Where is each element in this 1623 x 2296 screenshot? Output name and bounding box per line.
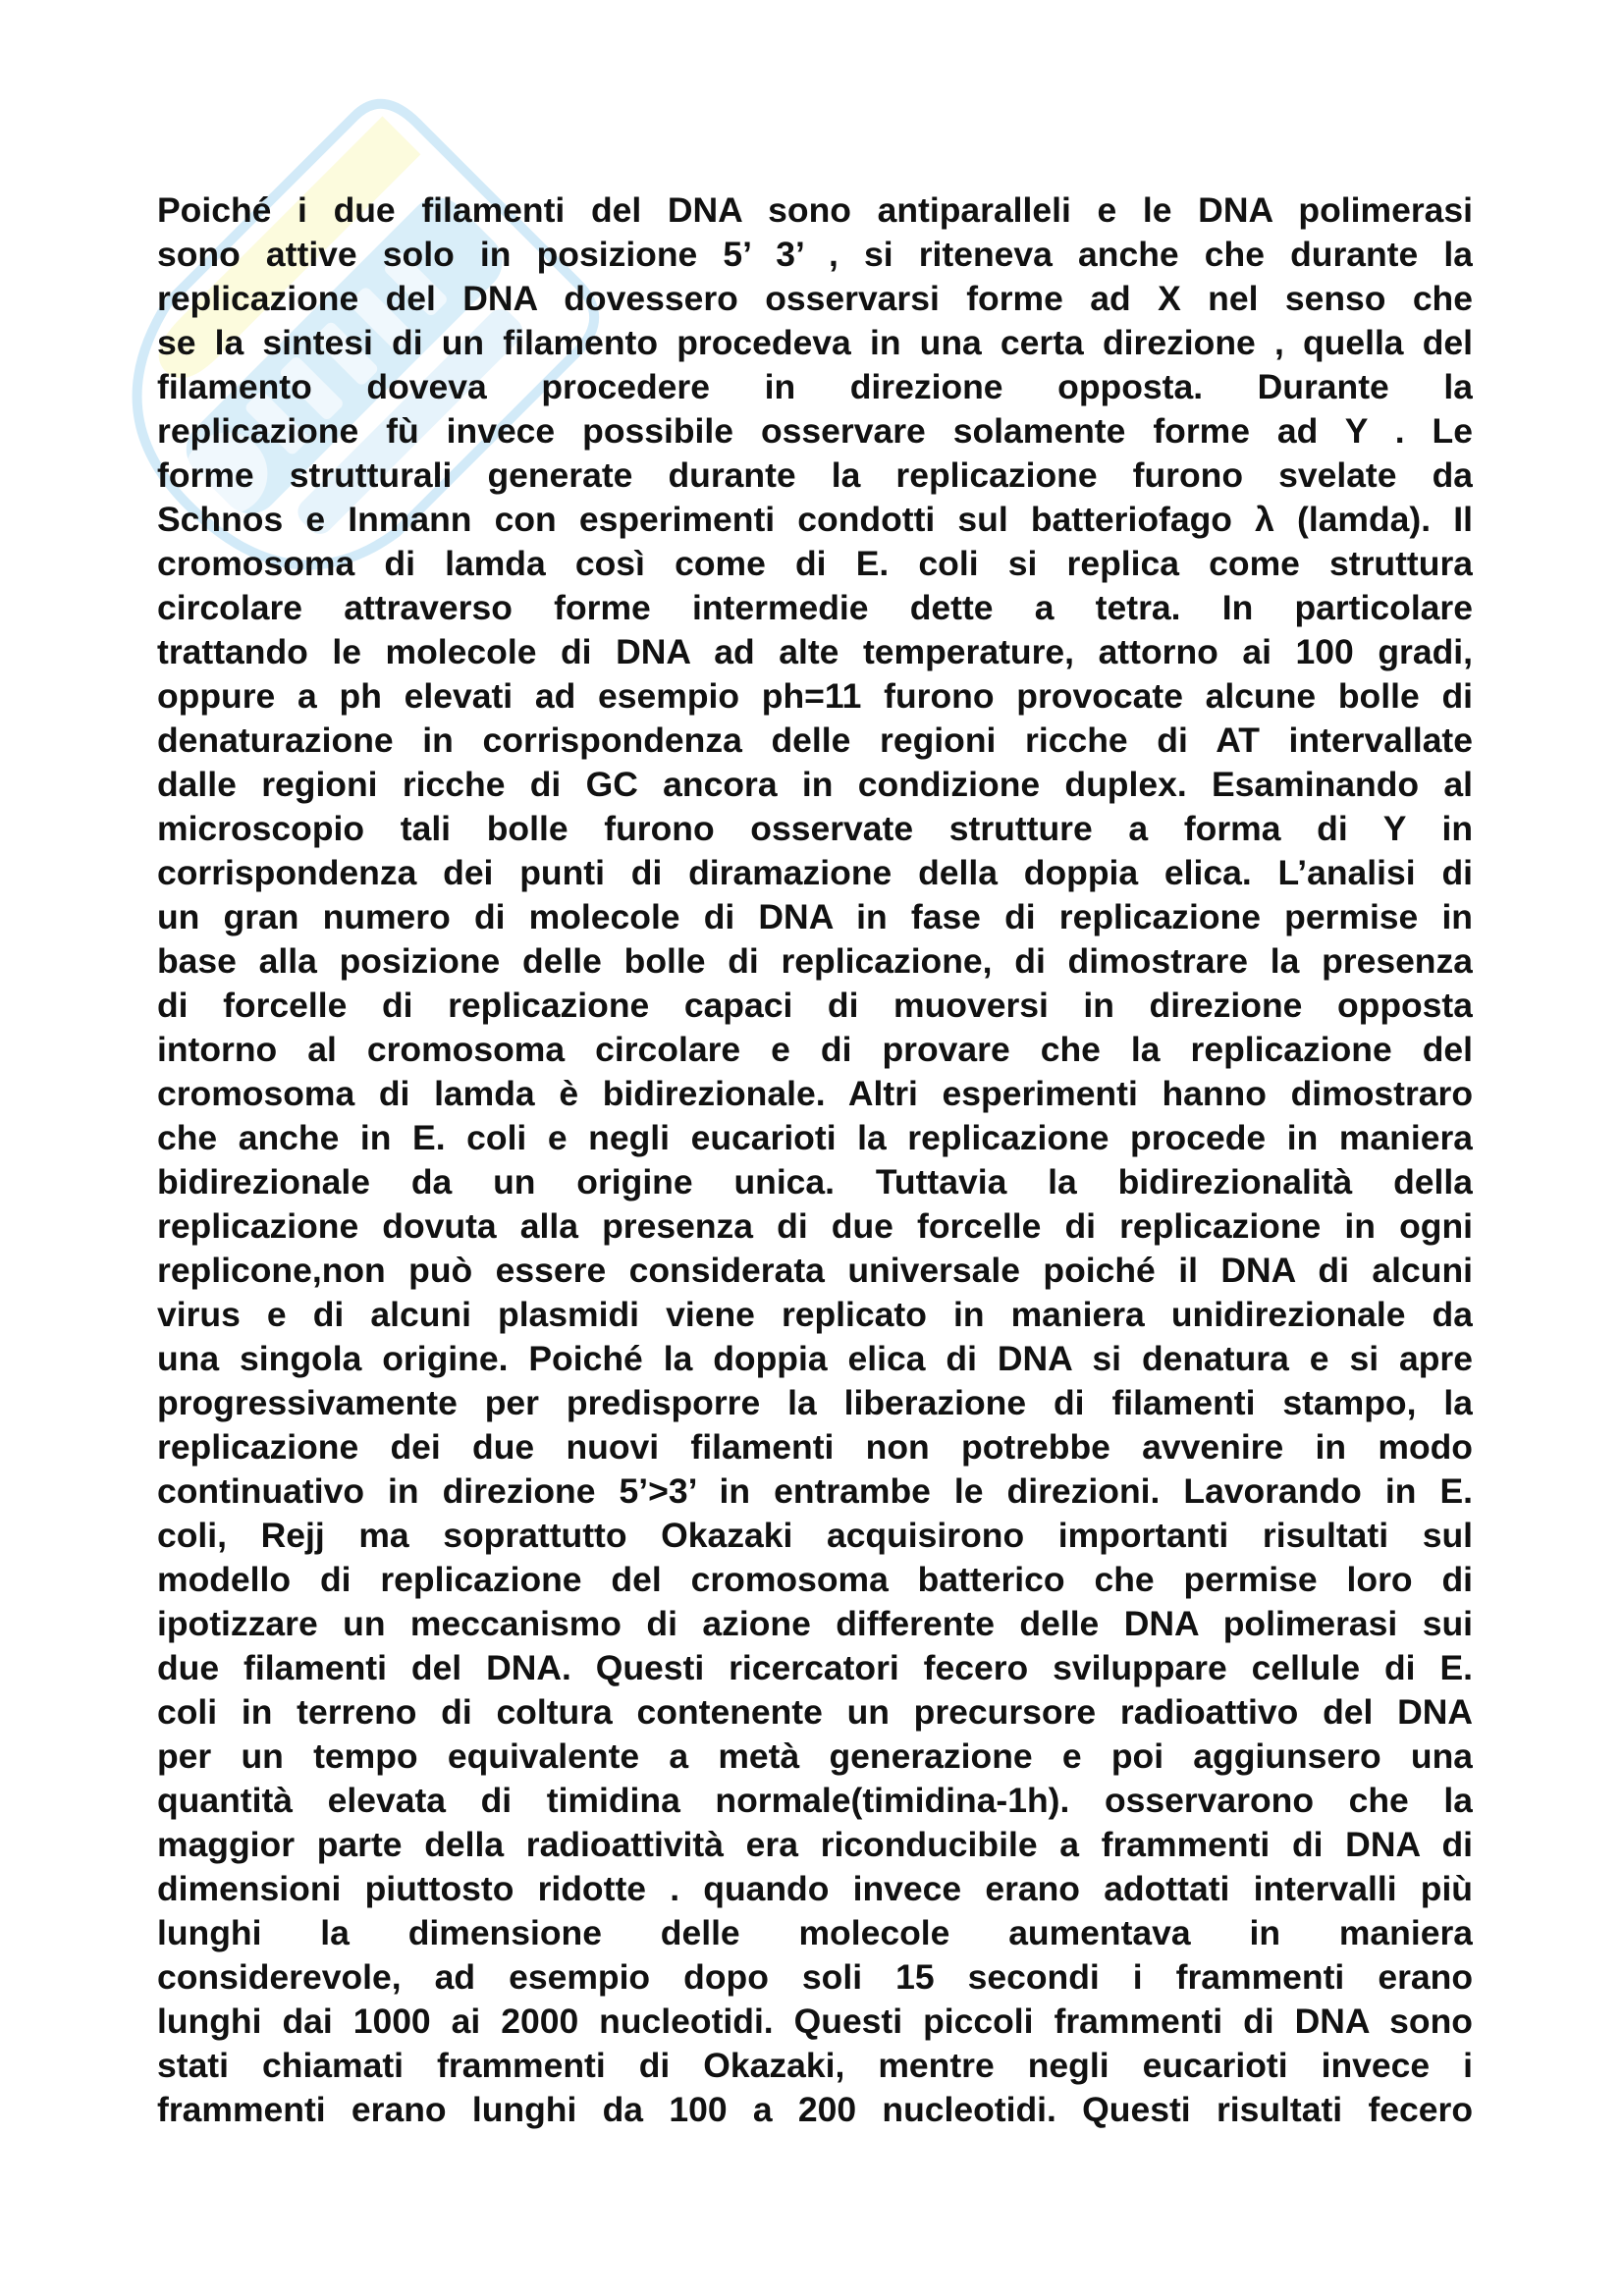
text-line: oppure a ph elevati ad esempio ph=11 furono provocate alcune bolle di [157, 676, 1473, 716]
text-line: denaturazione in corrispondenza delle regioni ricche di AT intervallate [157, 721, 1473, 760]
text-line: cromosoma di lamda è bidirezionale. Altri esperimenti hanno dimostraro [157, 1074, 1473, 1113]
text-line: forme strutturali generate durante la replicazione furono svelate da [157, 455, 1473, 495]
text-line: trattando le molecole di DNA ad alte temperature, attorno ai 100 gradi, [157, 632, 1473, 671]
body-text [157, 188, 1473, 2132]
text-line: che anche in E. coli e negli eucarioti la replicazione procede in maniera [157, 1118, 1473, 1157]
text-line: replicazione fù invece possibile osservare solamente forme ad Y . Le [157, 411, 1473, 451]
text-line: cromosoma di lamda così come di E. coli si replica come struttura [157, 544, 1473, 583]
text-line: per un tempo equivalente a metà generazione e poi aggiunsero una [157, 1736, 1473, 1776]
text-line: dimensioni piuttosto ridotte . quando invece erano adottati intervalli più [157, 1869, 1473, 1908]
text-line: intorno al cromosoma circolare e di provare che la replicazione del [157, 1030, 1473, 1069]
text-line: due filamenti del DNA. Questi ricercatori fecero sviluppare cellule di E. [157, 1648, 1473, 1687]
text-line: continuativo in direzione 5’>3’ in entrambe le direzioni. Lavorando in E. [157, 1471, 1473, 1511]
text-line: replicazione dei due nuovi filamenti non potrebbe avvenire in modo [157, 1427, 1473, 1467]
text-line: base alla posizione delle bolle di replicazione, di dimostrare la presenza [157, 941, 1473, 981]
text-line: dalle regioni ricche di GC ancora in condizione duplex. Esaminando al [157, 765, 1473, 804]
text-line: circolare attraverso forme intermedie dette a tetra. In particolare [157, 588, 1473, 627]
text-line: quantità elevata di timidina normale(timidina-1h). osservarono che la [157, 1781, 1473, 1820]
text-line: maggior parte della radioattività era riconducibile a frammenti di DNA di [157, 1825, 1473, 1864]
text-line: Schnos e Inmann con esperimenti condotti sul batteriofago λ (lamda). Il [157, 500, 1473, 539]
text-line: coli in terreno di coltura contenente un precursore radioattivo del DNA [157, 1692, 1473, 1732]
text-line: replicazione del DNA dovessero osservarsi forme ad X nel senso che [157, 279, 1473, 318]
text-line: replicone,non può essere considerata universale poiché il DNA di alcuni [157, 1251, 1473, 1290]
text-line: frammenti erano lunghi da 100 a 200 nucleotidi. Questi risultati fecero [157, 2090, 1473, 2129]
text-line: lunghi dai 1000 ai 2000 nucleotidi. Questi piccoli frammenti di DNA sono [157, 2002, 1473, 2041]
text-line: replicazione dovuta alla presenza di due forcelle di replicazione in ogni [157, 1206, 1473, 1246]
text-line: filamento doveva procedere in direzione opposta. Durante la [157, 367, 1473, 406]
text-line: progressivamente per predisporre la liberazione di filamenti stampo, la [157, 1383, 1473, 1422]
text-line: lunghi la dimensione delle molecole aumentava in maniera [157, 1913, 1473, 1952]
text-line: virus e di alcuni plasmidi viene replicato in maniera unidirezionale da [157, 1295, 1473, 1334]
text-line: un gran numero di molecole di DNA in fase di replicazione permise in [157, 897, 1473, 936]
text-line: di forcelle di replicazione capaci di muoversi in direzione opposta [157, 986, 1473, 1025]
text-line: ipotizzare un meccanismo di azione differente delle DNA polimerasi sui [157, 1604, 1473, 1643]
text-line: coli, Rejj ma soprattutto Okazaki acquisirono importanti risultati sul [157, 1516, 1473, 1555]
text-line: sono attive solo in posizione 5’ 3’ , si riteneva anche che durante la [157, 235, 1473, 274]
text-line: se la sintesi di un filamento procedeva in una certa direzione , quella del [157, 323, 1473, 362]
text-line: una singola origine. Poiché la doppia elica di DNA si denatura e si apre [157, 1339, 1473, 1378]
text-line: microscopio tali bolle furono osservate strutture a forma di Y in [157, 809, 1473, 848]
text-line: modello di replicazione del cromosoma batterico che permise loro di [157, 1560, 1473, 1599]
text-line: Poiché i due filamenti del DNA sono antiparalleli e le DNA polimerasi [157, 190, 1473, 230]
text-line: stati chiamati frammenti di Okazaki, mentre negli eucarioti invece i [157, 2046, 1473, 2085]
text-line: bidirezionale da un origine unica. Tuttavia la bidirezionalità della [157, 1162, 1473, 1201]
text-line: corrispondenza dei punti di diramazione della doppia elica. L’analisi di [157, 853, 1473, 892]
text-line: considerevole, ad esempio dopo soli 15 secondi i frammenti erano [157, 1957, 1473, 1997]
